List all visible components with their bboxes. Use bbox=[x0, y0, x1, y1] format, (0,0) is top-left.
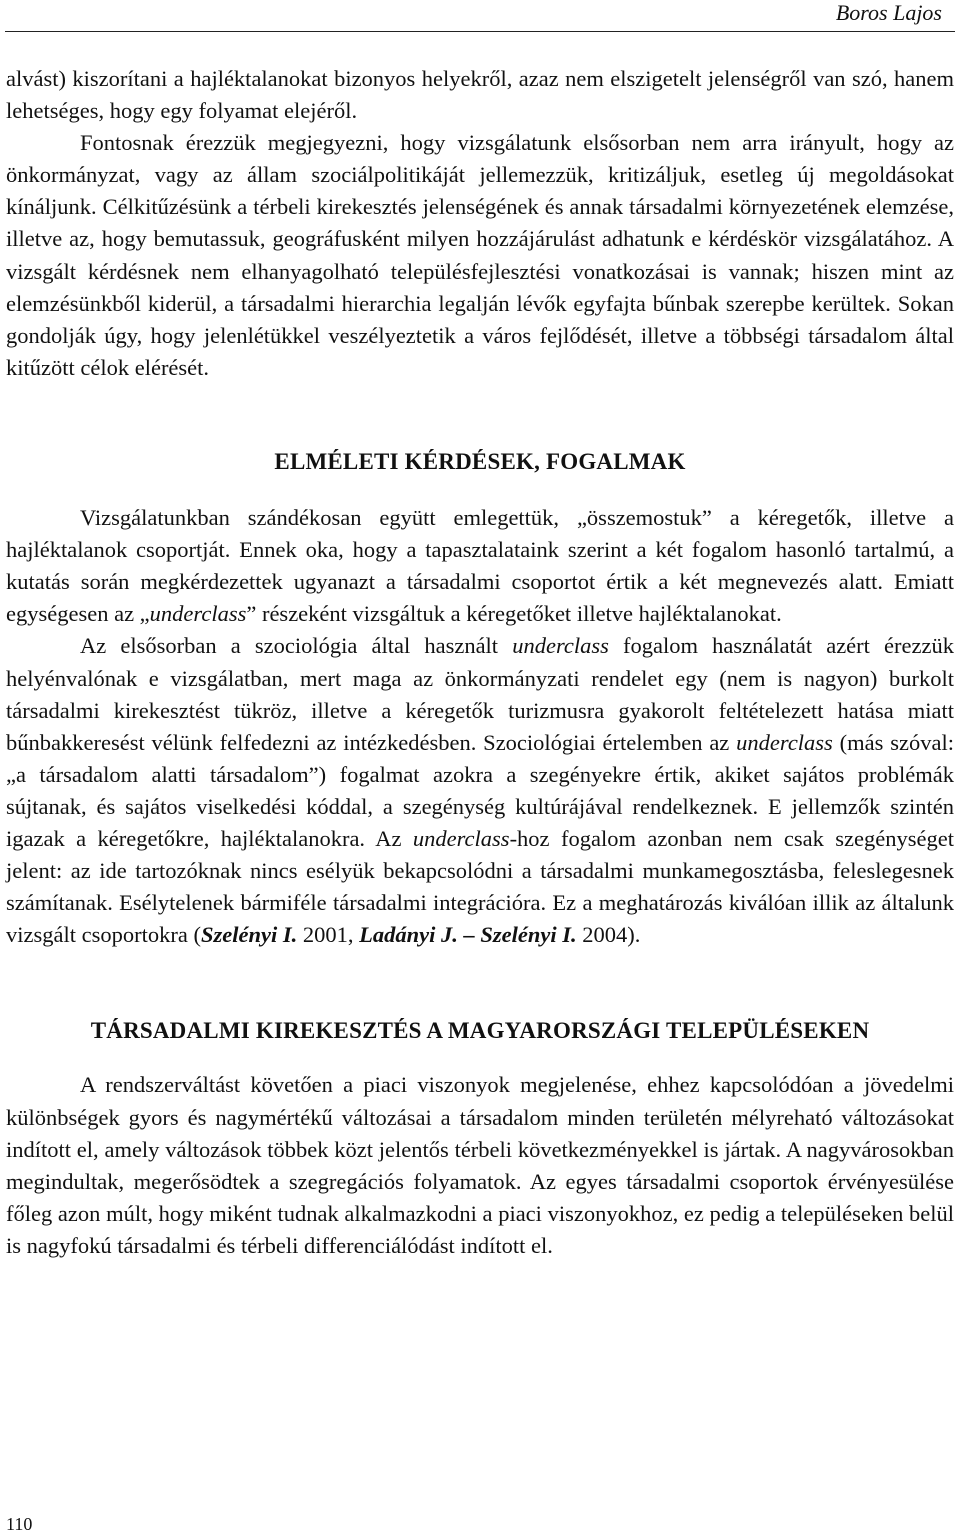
underclass-term: underclass bbox=[149, 601, 247, 627]
section-heading-exclusion: TÁRSADALMI KIREKESZTÉS A MAGYARORSZÁGI TELEPÜLÉSEKEN bbox=[90, 1018, 870, 1044]
paragraph-continued: alvást) kiszorítani a hajléktalanokat bizonyos helyekről, azaz nem elszigetelt jelenségről van szó, hanem lehetséges, hogy egy folyamat elejéről. bbox=[6, 66, 954, 124]
page-number: 110 bbox=[6, 1514, 33, 1534]
running-header-author: Boros Lajos bbox=[835, 0, 942, 25]
underclass-term: underclass bbox=[512, 633, 609, 659]
underclass-term: underclass bbox=[736, 729, 833, 755]
section-heading-theory: ELMÉLETI KÉRDÉSEK, FOGALMAK bbox=[274, 448, 686, 474]
paragraph-aim: Fontosnak érezzük megjegyezni, hogy vizsgálatunk elsősorban nem arra irányult, hogy az önkormányzat, vagy az állam szociálpolitikáját jellemezzük, kritizáljuk, esetleg új megoldásokat kínáljunk. Célkitűzésünk a térbeli kirekesztés jelenségének és annak társadalmi környezetének elemzése, illetve az, hogy bemutassuk, geográfusként milyen hozzájárulást adhatunk e kérdéskör vizsgálatához. A vizsgált kérdésnek nem elhanyagolható településfejlesztési vonatkozásai is vannak; hiszen mint az elemzésünkből kiderül, a társadalmi hierarchia legalján lévők egyfajta bűnbak szerepbe kerültek. Sokan gondolják úgy, hogy jelenlétükkel veszélyeztetik a város fejlődését, illetve a többségi társadalom által kitűzött célok elérését. bbox=[6, 130, 954, 380]
underclass-term: underclass bbox=[412, 825, 510, 851]
header-rule bbox=[5, 31, 955, 32]
citation-author: Ladányi J. – Szelényi I. bbox=[359, 922, 577, 948]
page-body bbox=[6, 63, 954, 1262]
paragraph-transition: A rendszerváltást követően a piaci viszonyok megjelenése, ehhez kapcsolódóan a jövedelmi különbségek gyors és nagymértékű változásai a társadalom minden területén mélyreható változásokat indított el, amely változások többek közt jelentős térbeli következményekkel is jártak. A nagyvárosokban megindultak, megerősödtek a szegregációs folyamatok. Az egyes társadalmi csoportok érvényesülése főleg azon múlt, hogy miként tudnak alkalmazkodni a piaci viszonyokhoz, ez pedig a településeken belül is nagyfokú társadalmi és térbeli differenciálódást indított el. bbox=[6, 1072, 954, 1258]
paragraph-underclass: Az elsősorban a szociológia által használt underclass fogalom használatát azért érezzük helyénvalónak e vizsgálatban, mert maga az önkormányzati rendelet egy (nem is nagyon) burkolt társadalmi kirekesztést tükröz, illetve a kéregetők turizmusra gyakorolt feltételezett hatása miatt bűnbakkeresést vélünk felfedezni az intézkedésben. Szociológiai értelemben az underclass (más szóval: „a társadalom alatti társadalom”) fogalmat azokra a szegényekre értik, akiket sajátos problémák sújtanak, és sajátos viselkedési kóddal, a szegénység kultúrájával rendelkeznek. E jellemzők szintén igazak a kéregetőkre, hajléktalanokra. Az underclass-hoz fogalom azonban nem csak szegénységet jelent: az ide tartozóknak nincs esélyük bekapcsolódni a társadalmi munkamegosztásba, feleslegesnek számítanak. Esélytelenek bármiféle társadalmi integrációra. Ez a meghatározás kiválóan illik az általunk vizsgált csoportokra (Szelényi I. 2001, Ladányi J. – Szelényi I. 2004). bbox=[6, 633, 955, 948]
citation-author: Szelényi I. bbox=[200, 922, 298, 948]
paragraph-terminology: Vizsgálatunkban szándékosan együtt emlegettük, „összemostuk” a kéregetők, illetve a hajléktalanok csoportját. Ennek oka, hogy a tapasztalataink szerint a két fogalom hasonló tartalmú, a kutatás során megkérdezettek ugyanazt a társadalmi csoportot értik a két megnevezés alatt. Emiatt egységesen az „underclass” részeként vizsgáltuk a kéregetőket illetve hajléktalanokat. bbox=[6, 505, 954, 627]
running-header bbox=[0, 0, 960, 36]
